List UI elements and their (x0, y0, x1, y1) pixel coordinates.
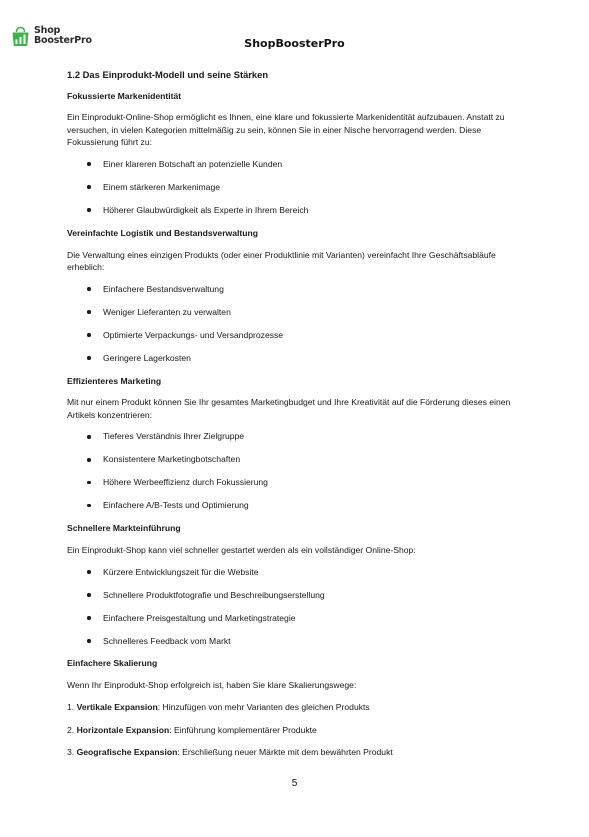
item-term: Vertikale Expansion (76, 701, 158, 712)
numbered-item (67, 746, 527, 759)
subsection-title: Effizienteres Marketing (67, 375, 162, 386)
subsection-title: Fokussierte Markenidentität (67, 90, 182, 101)
subsection-title: Schnellere Markteinführung (67, 523, 181, 534)
numbered-item (67, 724, 527, 737)
bullet-list (67, 158, 527, 217)
list-item-text: Einfachere Preisgestaltung und Marketingstrategie (103, 612, 296, 623)
list-item-text: Schnelleres Feedback vom Markt (103, 635, 231, 646)
bullet-icon (87, 287, 91, 291)
list-item (67, 283, 527, 296)
bullet-icon (87, 185, 91, 189)
bullet-icon (87, 504, 91, 508)
page-number: 5 (291, 778, 298, 789)
list-item (67, 635, 527, 648)
logo-line-1: Shop (34, 25, 61, 36)
logo-line-2: BoosterPro (34, 35, 92, 46)
list-item-text: Höhere Werbeeffizienz durch Fokussierung (103, 477, 268, 488)
list-item-text: Tieferes Verständnis Ihrer Zielgruppe (103, 431, 245, 442)
paragraph: Ein Einprodukt-Online-Shop ermöglicht es Ihnen, eine klare und fokussierte Markenidentität aufzubauen. Anstatt zu versuchen, in vielen Kategorien mittelmäßig zu sein, können Sie in einer Nische hervorragend werden. Diese Fokussierung führt zu: (67, 112, 505, 148)
paragraph: Ein Einprodukt-Shop kann viel schneller gestartet werden als ein vollständiger Online-Shop: (67, 544, 416, 555)
bullet-icon (87, 435, 91, 439)
list-item-text: Weniger Lieferanten zu verwalten (103, 306, 231, 317)
list-item-text: Geringere Lagerkosten (103, 352, 191, 363)
numbered-item (67, 701, 527, 714)
list-item (67, 589, 527, 602)
list-item (67, 612, 527, 625)
section-title: 1.2 Das Einprodukt-Modell und seine Stärken (67, 69, 269, 80)
list-item-text: Kürzere Entwicklungszeit für die Website (103, 566, 259, 577)
subsection-title: Vereinfachte Logistik und Bestandsverwaltung (67, 227, 259, 238)
list-item-text: Einfachere Bestandsverwaltung (103, 283, 224, 294)
list-item-text: Einfachere A/B-Tests und Optimierung (103, 500, 249, 511)
subsection-title: Einfachere Skalierung (67, 658, 158, 669)
bullet-icon (87, 208, 91, 212)
list-item (67, 306, 527, 319)
item-description: : Hinzufügen von mehr Varianten des gleichen Produkts (157, 701, 370, 712)
paragraph: Wenn Ihr Einprodukt-Shop erfolgreich ist, haben Sie klare Skalierungswege: (67, 680, 357, 691)
bullet-list (67, 566, 527, 648)
bullet-list (67, 283, 527, 365)
list-item-text: Konsistentere Marketingbotschaften (103, 454, 241, 465)
bullet-icon (87, 639, 91, 643)
list-item (67, 158, 527, 171)
list-item (67, 499, 527, 512)
item-description: : Einführung komplementärer Produkte (169, 724, 317, 735)
item-number: 3. (67, 747, 75, 758)
list-item (67, 566, 527, 579)
item-number: 2. (67, 724, 75, 735)
bullet-icon (87, 481, 91, 485)
list-item-text: Höherer Glaubwürdigkeit als Experte in Ihrem Bereich (103, 204, 309, 215)
bullet-icon (87, 333, 91, 337)
item-term: Geografische Expansion (76, 747, 178, 758)
list-item (67, 352, 527, 365)
header-title: ShopBoosterPro (244, 37, 345, 50)
bullet-icon (87, 570, 91, 574)
document-body (67, 69, 527, 769)
paragraph: Mit nur einem Produkt können Sie Ihr gesamtes Marketingbudget und Ihre Kreativität auf die Förderung dieses einen Artikels konzentrieren: (67, 397, 511, 420)
bullet-icon (87, 162, 91, 166)
bullet-icon (87, 310, 91, 314)
bullet-icon (87, 593, 91, 597)
list-item-text: Einer klareren Botschaft an potenzielle Kunden (103, 158, 283, 169)
list-item (67, 204, 527, 217)
list-item-text: Schnellere Produktfotografie und Beschreibungserstellung (103, 589, 325, 600)
list-item (67, 329, 527, 342)
bullet-icon (87, 458, 91, 462)
bullet-list (67, 430, 527, 512)
item-term: Horizontale Expansion (76, 724, 170, 735)
bullet-icon (87, 616, 91, 620)
list-item (67, 476, 527, 489)
item-number: 1. (67, 701, 75, 712)
paragraph: Die Verwaltung eines einzigen Produkts (oder einer Produktlinie mit Varianten) vereinfacht Ihre Geschäftsabläufe erheblich: (67, 249, 496, 273)
list-item (67, 430, 527, 443)
list-item-text: Optimierte Verpackungs- und Versandprozesse (103, 329, 284, 340)
bullet-icon (87, 356, 91, 360)
list-item (67, 181, 527, 194)
list-item (67, 453, 527, 466)
list-item-text: Einem stärkeren Markenimage (103, 181, 221, 192)
item-description: : Erschließung neuer Märkte mit dem bewährten Produkt (177, 747, 393, 758)
